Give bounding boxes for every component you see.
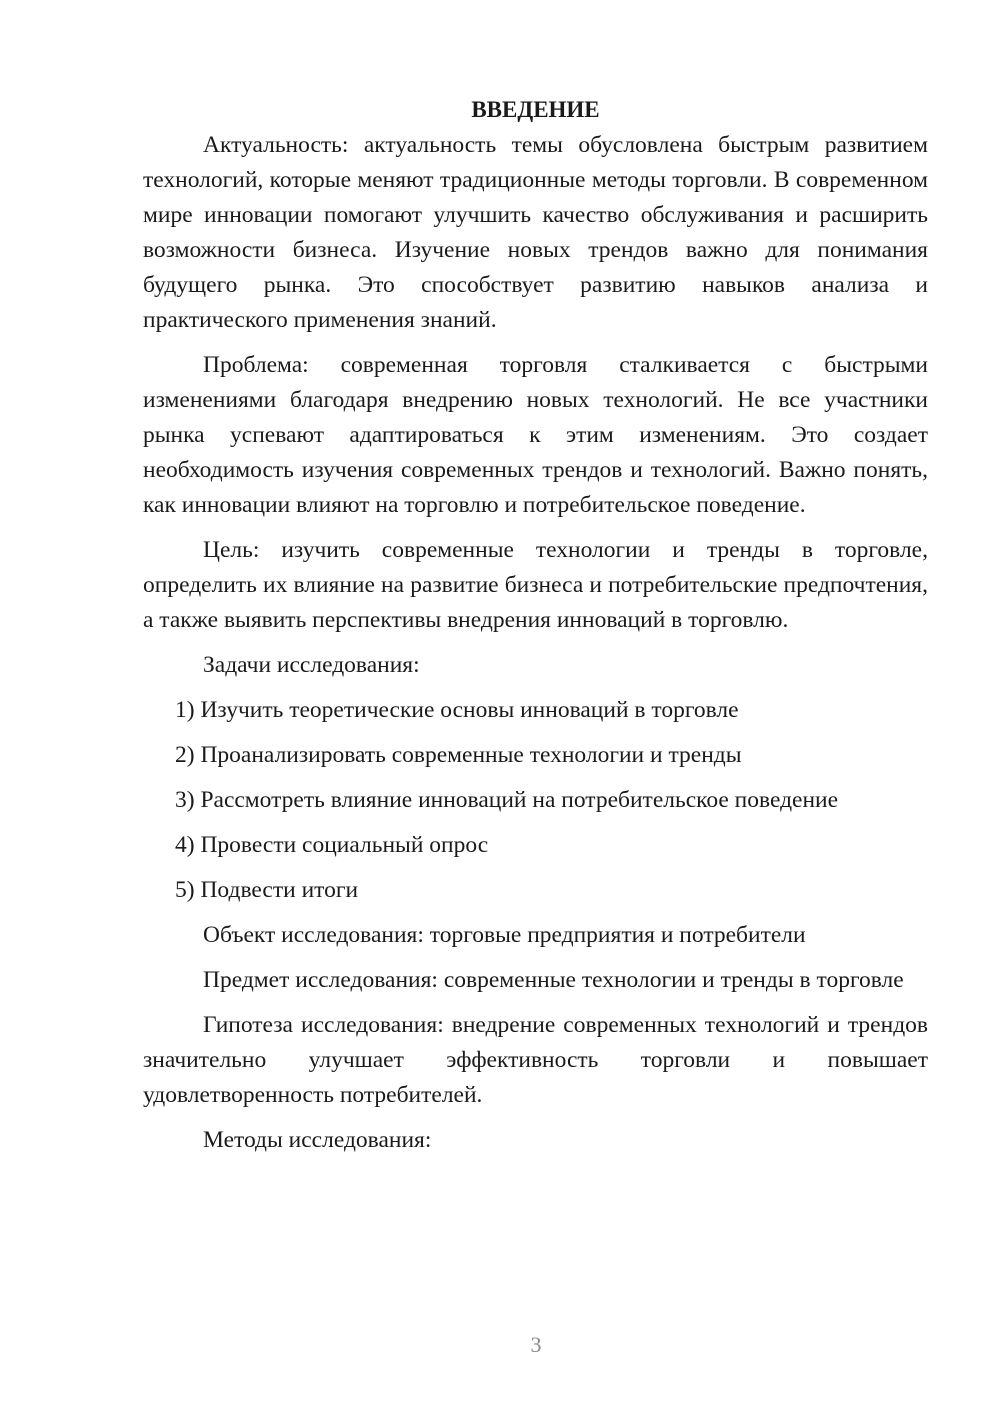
- page-title: ВВЕДЕНИЕ: [471, 97, 600, 122]
- tasks-list: [143, 693, 928, 908]
- task-item-4: 4) Провести социальный опрос: [175, 832, 489, 858]
- paragraph-subject: Предмет исследования: современные технологии и тренды в торговле: [203, 967, 904, 993]
- task-item-5: 5) Подвести итоги: [175, 877, 359, 903]
- paragraph-hypothesis: Гипотеза исследования: внедрение современных технологий и трендов значительно улучшает эффективность торговли и повышает удовлетворенность потребителей.: [143, 1012, 928, 1108]
- task-item-1: 1) Изучить теоретические основы инноваций в торговле: [175, 697, 739, 723]
- paragraph-object: Объект исследования: торговые предприятия и потребители: [203, 922, 806, 948]
- paragraph-goal: Цель: изучить современные технологии и тренды в торговле, определить их влияние на развитие бизнеса и потребительские предпочтения, а также выявить перспективы внедрения инноваций в торговлю.: [143, 537, 928, 633]
- page-number: 3: [530, 1332, 542, 1357]
- methods-heading: Методы исследования:: [203, 1127, 432, 1153]
- tasks-heading: Задачи исследования:: [203, 652, 420, 678]
- task-item-3: 3) Рассмотреть влияние инноваций на потребительское поведение: [175, 787, 839, 813]
- page-content: [143, 92, 928, 1168]
- task-item-2: 2) Проанализировать современные технологии и тренды: [175, 742, 742, 768]
- paragraph-relevance: Актуальность: актуальность темы обусловлена быстрым развитием технологий, которые меняют традиционные методы торговли. В современном мире инновации помогают улучшить качество обслуживания и расширить возможности бизнеса. Изучение новых трендов важно для понимания будущего рынка. Это способствует развитию навыков анализа и практического применения знаний.: [143, 132, 928, 333]
- paragraph-problem: Проблема: современная торговля сталкивается с быстрыми изменениями благодаря внедрению новых технологий. Не все участники рынка успевают адаптироваться к этим изменениям. Это создает необходимость изучения современных трендов и технологий. Важно понять, как инновации влияют на торговлю и потребительское поведение.: [143, 352, 928, 518]
